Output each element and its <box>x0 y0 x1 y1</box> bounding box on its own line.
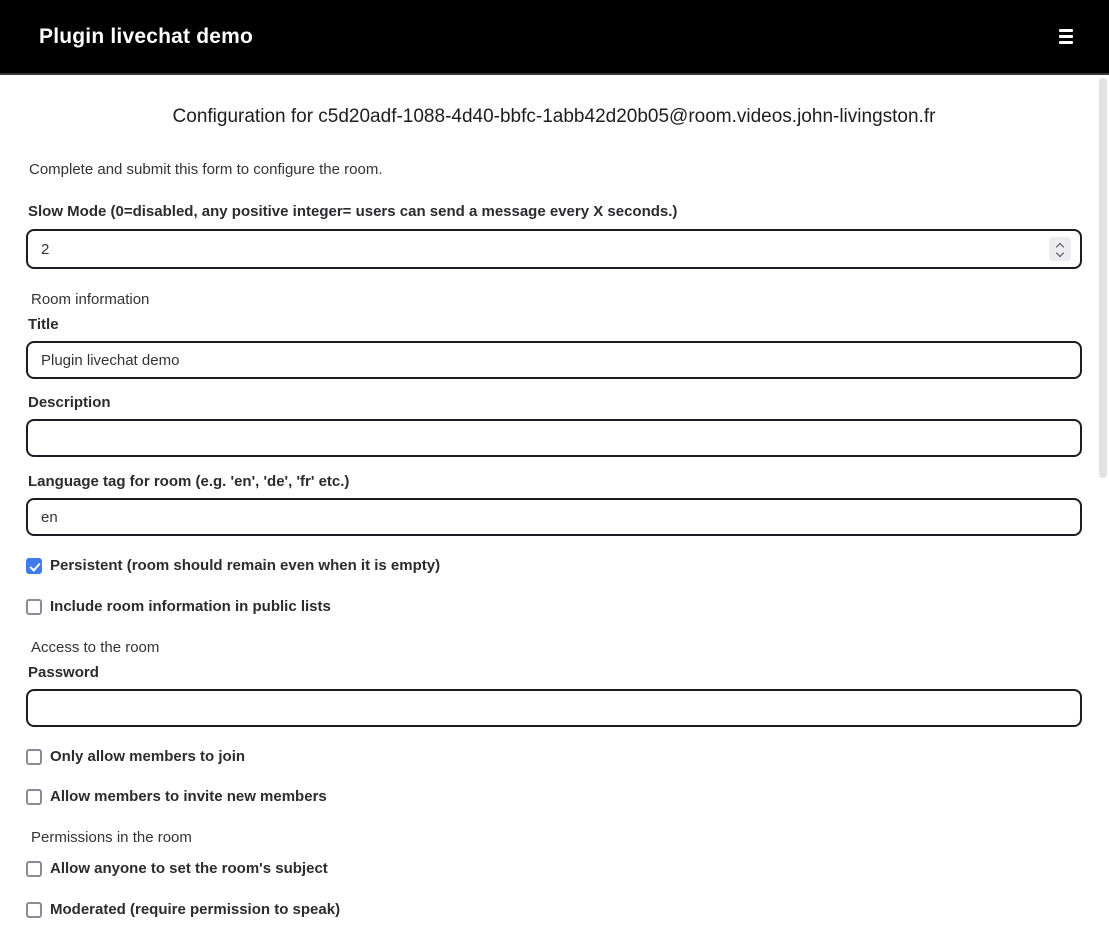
hamburger-bar <box>1059 29 1073 32</box>
checkbox-persistent-label: Persistent (room should remain even when it is empty) <box>50 557 441 574</box>
hamburger-menu-icon[interactable] <box>1059 25 1073 48</box>
password-input[interactable] <box>26 689 1082 727</box>
language-label: Language tag for room (e.g. 'en', 'de', 'fr' etc.) <box>28 473 350 490</box>
language-input[interactable] <box>26 498 1082 536</box>
hamburger-bar <box>1059 41 1073 44</box>
checkbox-persistent[interactable] <box>26 557 1082 575</box>
checkbox-members-only[interactable] <box>26 748 1082 766</box>
app-title: Plugin livechat demo <box>39 24 254 48</box>
checkbox-moderated-box[interactable] <box>26 902 42 918</box>
password-label: Password <box>28 664 99 681</box>
app-header <box>0 0 1109 75</box>
checkbox-change-subject-label: Allow anyone to set the room's subject <box>50 860 328 877</box>
section-room-information: Room information <box>31 291 150 308</box>
chevron-down-icon <box>1056 249 1064 257</box>
slow-mode-value: 2 <box>41 240 50 258</box>
checkbox-members-only-label: Only allow members to join <box>50 748 246 765</box>
title-input[interactable] <box>26 341 1082 379</box>
slow-mode-label: Slow Mode (0=disabled, any positive integer= users can send a message every X seconds.) <box>28 203 678 220</box>
config-form <box>0 105 1109 919</box>
checkbox-public-list-label: Include room information in public lists <box>50 598 331 615</box>
checkbox-moderated[interactable] <box>26 901 1082 919</box>
checkbox-change-subject-box[interactable] <box>26 861 42 877</box>
title-label: Title <box>28 316 59 333</box>
slow-mode-input[interactable] <box>26 229 1082 269</box>
checkbox-persistent-box[interactable] <box>26 558 42 574</box>
number-spinner-icon[interactable] <box>1049 237 1071 261</box>
section-access: Access to the room <box>31 639 160 656</box>
checkbox-members-invite-box[interactable] <box>26 789 42 805</box>
checkbox-change-subject[interactable] <box>26 860 1082 878</box>
checkbox-public-list[interactable] <box>26 598 1082 616</box>
checkbox-moderated-label: Moderated (require permission to speak) <box>50 901 341 918</box>
checkbox-members-invite-label: Allow members to invite new members <box>50 788 327 805</box>
description-input[interactable] <box>26 419 1082 457</box>
description-label: Description <box>28 394 111 411</box>
section-permissions: Permissions in the room <box>31 829 192 846</box>
hamburger-bar <box>1059 35 1073 38</box>
checkbox-members-invite[interactable] <box>26 788 1082 806</box>
checkbox-members-only-box[interactable] <box>26 749 42 765</box>
checkbox-public-list-box[interactable] <box>26 599 42 615</box>
scrollbar-thumb[interactable] <box>1099 78 1107 478</box>
form-instructions: Complete and submit this form to configure the room. <box>29 161 383 178</box>
page-title: Configuration for c5d20adf-1088-4d40-bbfc-1abb42d20b05@room.videos.john-livingston.fr <box>172 106 936 127</box>
